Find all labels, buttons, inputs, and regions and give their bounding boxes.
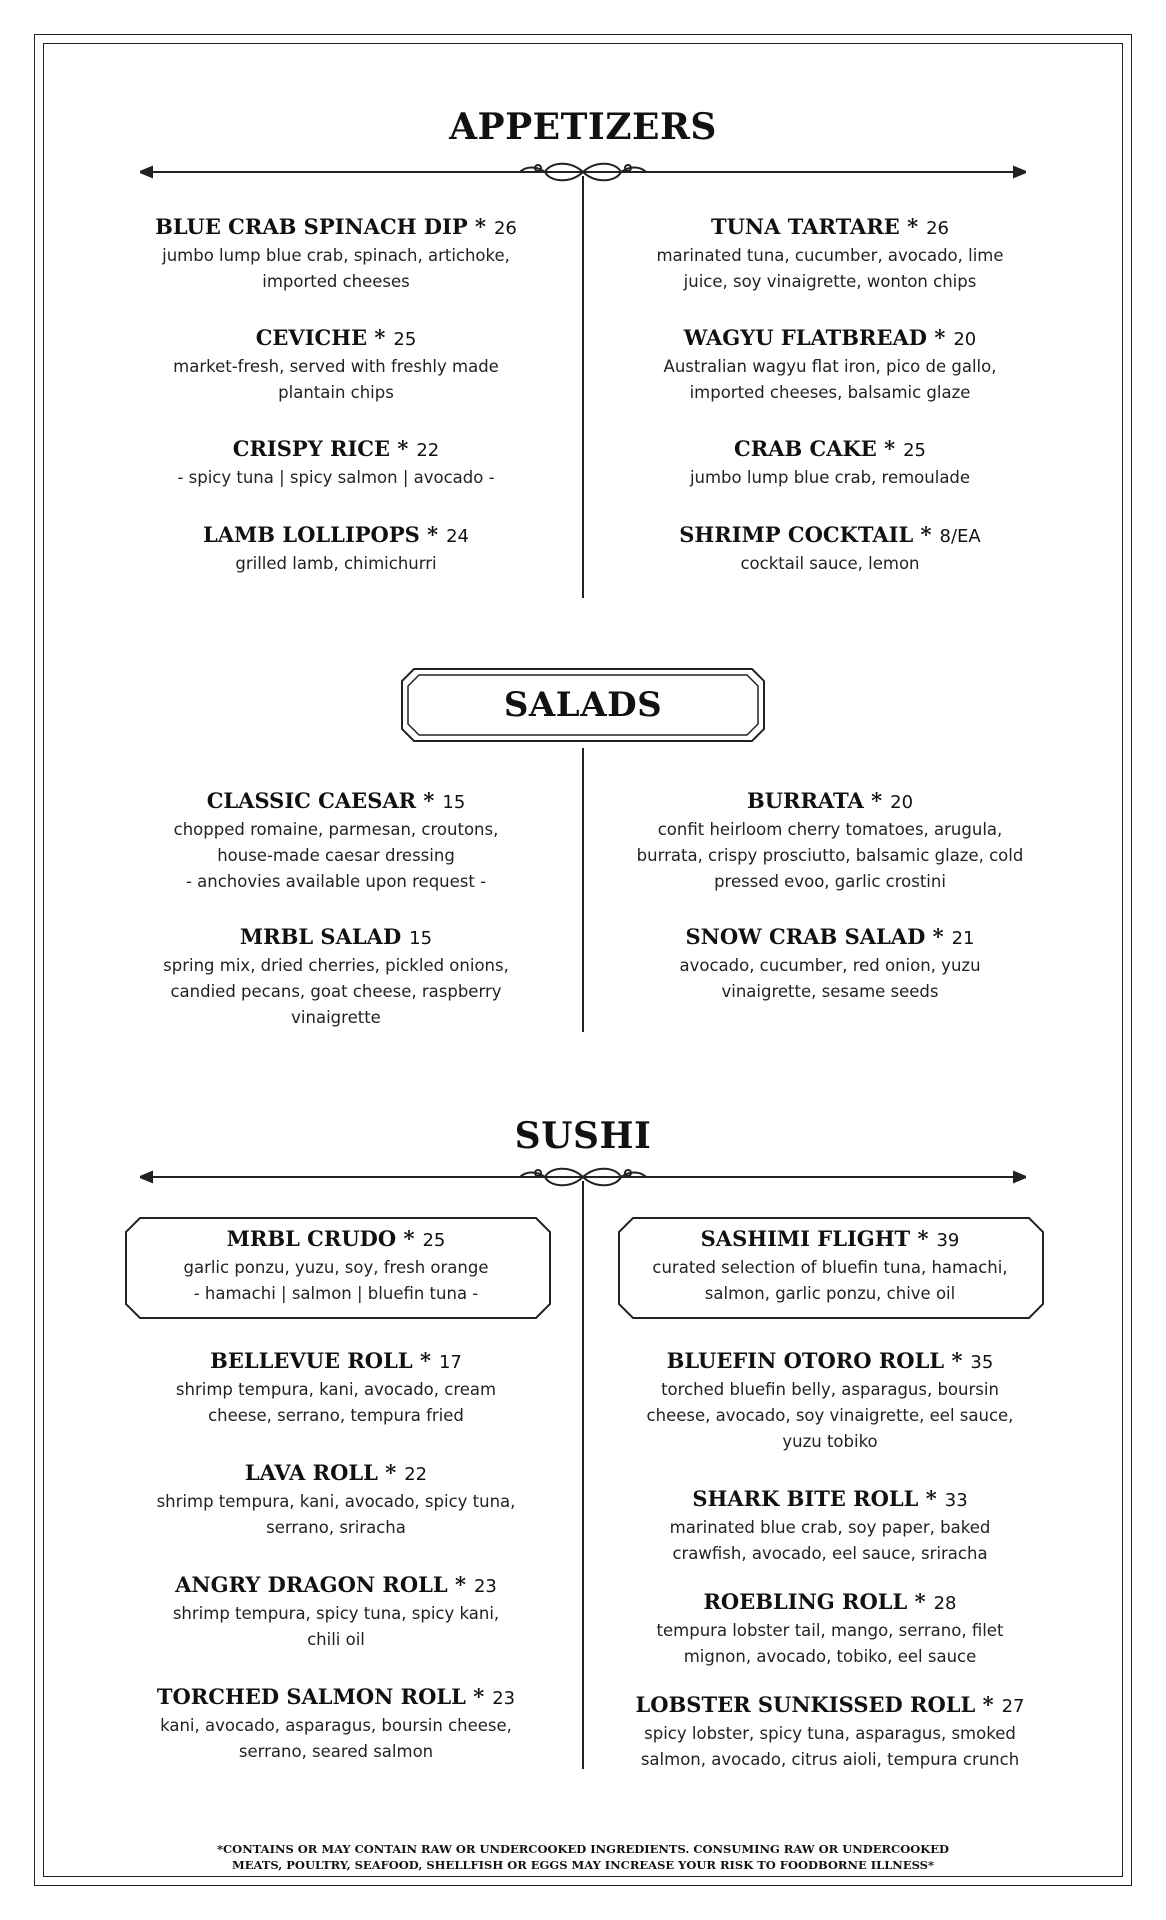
menu-item-torched-salmon-roll (126, 1684, 546, 1765)
menu-item-heading (620, 436, 1040, 464)
menu-item-description (126, 551, 546, 577)
menu-item-snow-crab-salad (620, 924, 1040, 1005)
menu-item-heading (620, 1589, 1040, 1617)
menu-item-name: BLUE CRAB SPINACH DIP * (155, 214, 486, 239)
menu-item-name: SASHIMI FLIGHT * (700, 1226, 929, 1251)
menu-item-heading (126, 788, 546, 816)
menu-item-crab-cake (620, 436, 1040, 491)
description-line: candied pecans, goat cheese, raspberry (170, 982, 502, 1001)
menu-item-name: WAGYU FLATBREAD * (683, 325, 946, 350)
menu-item-lobster-sunkissed-roll (620, 1692, 1040, 1773)
menu-item-description (620, 551, 1040, 577)
description-line: burrata, crispy prosciutto, balsamic glaze, cold (636, 846, 1024, 865)
menu-item-name: TORCHED SALMON ROLL * (156, 1684, 485, 1709)
menu-item-description (126, 1713, 546, 1765)
menu-item-shrimp-cocktail (620, 522, 1040, 577)
menu-item-price: 27 (1001, 1696, 1025, 1717)
menu-item-price: 17 (438, 1352, 462, 1373)
menu-item-price: 35 (970, 1352, 994, 1373)
menu-item-description (620, 243, 1040, 295)
menu-item-wagyu-flatbread (620, 325, 1040, 406)
menu-item-heading (126, 1572, 546, 1600)
menu-item-heading (620, 788, 1040, 816)
menu-item-heading (126, 325, 546, 353)
menu-item-name: CLASSIC CAESAR * (206, 788, 435, 813)
menu-item-price: 15 (442, 792, 466, 813)
description-line: cheese, serrano, tempura fried (208, 1406, 464, 1425)
menu-item-name: SNOW CRAB SALAD * (685, 924, 944, 949)
menu-item-angry-dragon-roll (126, 1572, 546, 1653)
menu-item-shark-bite-roll (620, 1486, 1040, 1567)
description-line: salmon, garlic ponzu, chive oil (704, 1284, 956, 1303)
description-line: cocktail sauce, lemon (740, 554, 920, 573)
description-line: - spicy tuna | spicy salmon | avocado - (177, 468, 495, 487)
appetizers-title: APPETIZERS (449, 106, 717, 148)
description-line: spicy lobster, spicy tuna, asparagus, smoked (644, 1724, 1016, 1743)
menu-item-description (126, 1601, 546, 1653)
menu-item-price: 26 (493, 218, 517, 239)
menu-item-heading (126, 1460, 546, 1488)
description-line: serrano, seared salmon (238, 1742, 434, 1761)
menu-item-description (620, 354, 1040, 406)
menu-item-lamb-lollipops (126, 522, 546, 577)
menu-item-classic-caesar (126, 788, 546, 895)
menu-item-mrbl-salad (126, 924, 546, 1031)
menu-item-name: ANGRY DRAGON ROLL * (175, 1572, 466, 1597)
menu-item-description (620, 1255, 1040, 1307)
menu-item-heading (126, 1348, 546, 1376)
menu-item-heading (126, 1226, 546, 1254)
menu-item-description (126, 953, 546, 1031)
menu-item-price: 8/EA (939, 526, 981, 547)
description-line: tempura lobster tail, mango, serrano, filet (656, 1621, 1004, 1640)
description-line: confit heirloom cherry tomatoes, arugula, (657, 820, 1003, 839)
description-line: shrimp tempura, kani, avocado, spicy tuna, (156, 1492, 516, 1511)
description-line: shrimp tempura, kani, avocado, cream (175, 1380, 497, 1399)
description-line: imported cheeses, balsamic glaze (689, 383, 971, 402)
menu-item-description (620, 465, 1040, 491)
description-line: plantain chips (278, 383, 394, 402)
description-line: - hamachi | salmon | bluefin tuna - (193, 1284, 479, 1303)
description-line: house-made caesar dressing (217, 846, 455, 865)
menu-item-blue-crab-spinach-dip (126, 214, 546, 295)
menu-item-name: BELLEVUE ROLL * (210, 1348, 431, 1373)
menu-item-heading (620, 1226, 1040, 1254)
menu-item-name: CRAB CAKE * (734, 436, 896, 461)
menu-item-price: 23 (473, 1576, 497, 1597)
description-line: imported cheeses (262, 272, 410, 291)
salads-title: SALADS (503, 685, 663, 725)
menu-item-price: 25 (903, 440, 926, 461)
arrow-right-icon (1014, 167, 1026, 177)
menu-item-price: 20 (890, 792, 914, 813)
menu-item-sashimi-flight (620, 1226, 1040, 1307)
menu-item-heading (620, 924, 1040, 952)
menu-item-description (126, 465, 546, 491)
menu-item-price: 15 (409, 928, 433, 949)
menu-item-name: TUNA TARTARE * (710, 214, 919, 239)
menu-item-heading (620, 1486, 1040, 1514)
menu-item-price: 39 (936, 1230, 960, 1251)
menu-item-heading (126, 214, 546, 242)
menu-item-price: 24 (446, 526, 470, 547)
description-line: jumbo lump blue crab, remoulade (689, 468, 971, 487)
arrow-left-icon (140, 167, 152, 177)
menu-item-name: MRBL SALAD (239, 924, 402, 949)
description-line: crawfish, avocado, eel sauce, sriracha (672, 1544, 988, 1563)
menu-item-name: LAMB LOLLIPOPS * (202, 522, 439, 547)
appetizers-column-divider (582, 176, 584, 598)
menu-item-heading (620, 325, 1040, 353)
menu-item-tuna-tartare (620, 214, 1040, 295)
menu-item-description (126, 1489, 546, 1541)
menu-item-bellevue-roll (126, 1348, 546, 1429)
menu-item-description (126, 817, 546, 895)
description-line: marinated tuna, cucumber, avocado, lime (656, 246, 1004, 265)
menu-item-heading (126, 924, 546, 952)
description-line: Australian wagyu flat iron, pico de gallo, (663, 357, 997, 376)
menu-item-bluefin-otoro-roll (620, 1348, 1040, 1455)
menu-item-roebling-roll (620, 1589, 1040, 1670)
menu-item-price: 22 (404, 1464, 428, 1485)
menu-item-description (620, 817, 1040, 895)
description-line: curated selection of bluefin tuna, hamachi, (652, 1258, 1008, 1277)
disclaimer-line-1: *CONTAINS OR MAY CONTAIN RAW OR UNDERCOOKED INGREDIENTS. CONSUMING RAW OR UNDERCOOKED (217, 1842, 949, 1856)
menu-item-description (126, 243, 546, 295)
menu-item-price: 33 (944, 1490, 968, 1511)
menu-item-heading (126, 436, 546, 464)
description-line: vinaigrette (291, 1008, 381, 1027)
description-line: salmon, avocado, citrus aioli, tempura crunch (640, 1750, 1020, 1769)
menu-item-name: SHRIMP COCKTAIL * (679, 522, 932, 547)
menu-item-heading (620, 1348, 1040, 1376)
menu-item-name: MRBL CRUDO * (226, 1226, 415, 1251)
description-line: jumbo lump blue crab, spinach, artichoke, (162, 246, 510, 265)
arrow-left-icon (140, 1172, 152, 1182)
menu-item-heading (620, 522, 1040, 550)
menu-item-price: 26 (926, 218, 950, 239)
description-line: market-fresh, served with freshly made (173, 357, 499, 376)
menu-item-heading (620, 214, 1040, 242)
menu-item-description (126, 1377, 546, 1429)
menu-item-price: 25 (422, 1230, 446, 1251)
description-line: mignon, avocado, tobiko, eel sauce (683, 1647, 977, 1666)
description-line: serrano, sriracha (266, 1518, 406, 1537)
menu-item-price: 22 (416, 440, 440, 461)
description-line: pressed evoo, garlic crostini (714, 872, 946, 891)
menu-item-price: 25 (393, 329, 417, 350)
description-line: - anchovies available upon request - (185, 872, 487, 891)
description-line: torched bluefin belly, asparagus, boursin (661, 1380, 999, 1399)
menu-item-name: BLUEFIN OTORO ROLL * (666, 1348, 963, 1373)
description-line: marinated blue crab, soy paper, baked (669, 1518, 991, 1537)
sushi-column-divider (582, 1181, 584, 1769)
description-line: cheese, avocado, soy vinaigrette, eel sauce, (646, 1406, 1014, 1425)
menu-item-name: LOBSTER SUNKISSED ROLL * (635, 1692, 994, 1717)
description-line: kani, avocado, asparagus, boursin cheese, (160, 1716, 512, 1735)
menu-item-description (620, 1515, 1040, 1567)
menu-item-heading (620, 1692, 1040, 1720)
menu-item-name: CEVICHE * (255, 325, 386, 350)
menu-item-description (620, 1618, 1040, 1670)
menu-item-name: BURRATA * (746, 788, 883, 813)
menu-item-description (126, 1255, 546, 1307)
menu-item-description (620, 1377, 1040, 1455)
menu-item-name: CRISPY RICE * (232, 436, 409, 461)
menu-item-name: ROEBLING ROLL * (703, 1589, 926, 1614)
description-line: chopped romaine, parmesan, croutons, (173, 820, 499, 839)
menu-item-price: 20 (953, 329, 977, 350)
description-line: juice, soy vinaigrette, wonton chips (683, 272, 977, 291)
description-line: spring mix, dried cherries, pickled onions, (163, 956, 509, 975)
menu-item-description (620, 953, 1040, 1005)
description-line: chili oil (307, 1630, 365, 1649)
arrow-right-icon (1014, 1172, 1026, 1182)
menu-item-mrbl-crudo (126, 1226, 546, 1307)
menu-item-crispy-rice (126, 436, 546, 491)
menu-item-lava-roll (126, 1460, 546, 1541)
description-line: yuzu tobiko (782, 1432, 878, 1451)
raw-food-disclaimer (0, 1841, 1166, 1873)
menu-item-ceviche (126, 325, 546, 406)
menu-item-heading (126, 522, 546, 550)
menu-item-burrata (620, 788, 1040, 895)
menu-item-name: LAVA ROLL * (244, 1460, 397, 1485)
description-line: garlic ponzu, yuzu, soy, fresh orange (183, 1258, 489, 1277)
disclaimer-line-2: MEATS, POULTRY, SEAFOOD, SHELLFISH OR EGGS MAY INCREASE YOUR RISK TO FOODBORNE ILLNESS* (232, 1858, 934, 1872)
menu-item-description (126, 354, 546, 406)
salads-column-divider (582, 748, 584, 1032)
description-line: vinaigrette, sesame seeds (721, 982, 939, 1001)
menu-item-price: 21 (951, 928, 975, 949)
menu-item-price: 23 (492, 1688, 516, 1709)
menu-item-name: SHARK BITE ROLL * (692, 1486, 937, 1511)
description-line: grilled lamb, chimichurri (235, 554, 437, 573)
description-line: shrimp tempura, spicy tuna, spicy kani, (172, 1604, 500, 1623)
description-line: avocado, cucumber, red onion, yuzu (679, 956, 981, 975)
menu-item-description (620, 1721, 1040, 1773)
menu-item-heading (126, 1684, 546, 1712)
sushi-title: SUSHI (514, 1115, 652, 1157)
menu-item-price: 28 (933, 1593, 957, 1614)
